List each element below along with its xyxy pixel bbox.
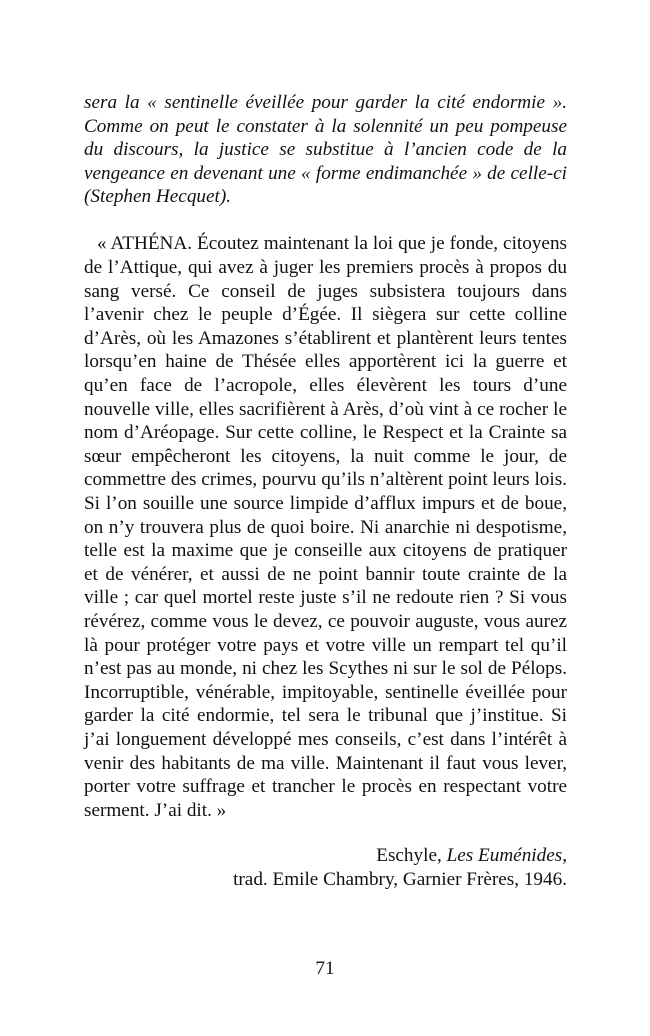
page-body bbox=[84, 91, 567, 892]
citation-source-line bbox=[84, 844, 567, 868]
athena-quote-paragraph: « ATHÉNA. Écoutez maintenant la loi que je fonde, citoyens de l’Attique, qui avez à juger les premiers procès à propos du sang versé. Ce conseil de juges subsistera toujours dans l’avenir chez le peuple d’Égée. Il siègera sur cette colline d’Arès, où les Amazones s’établirent et plantèrent leurs tentes lorsqu’en haine de Thésée elles apportèrent ici la guerre et qu’en face de l’acropole, elles élevèrent les tours d’une nouvelle ville, elles sacrifièrent à Arès, d’où vint à ce rocher le nom d’Aréopage. Sur cette colline, le Respect et la Crainte sa sœur empêcheront les citoyens, la nuit comme le jour, de commettre des crimes, pourvu qu’ils n’altèrent point leurs lois. Si l’on souille une source limpide d’afflux impurs et de boue, on n’y trouvera plus de quoi boire. Ni anarchie ni despotisme, telle est la maxime que je conseille aux citoyens de pratiquer et de vénérer, et aussi de ne point bannir toute crainte de la ville ; car quel mortel reste juste s’il ne redoute rien ? Si vous révérez, comme vous le devez, ce pouvoir auguste, vous aurez là pour protéger votre pays et votre ville un rempart tel qu’il n’est pas au monde, ni chez les Scythes ni sur le sol de Pélops. Incorruptible, vénérable, impitoyable, sentinelle éveillée pour garder la cité endormie, tel sera le tribunal que j’institue. Si j’ai longuement développé mes conseils, c’est dans l’intérêt à venir des habitants de ma ville. Maintenant il faut vous lever, porter votre suffrage et trancher le procès en respectant votre serment. J’ai dit. » bbox=[84, 233, 567, 821]
citation-translation: trad. Emile Chambry, Garnier Frères, 1946. bbox=[233, 868, 567, 890]
intro-paragraph: sera la « sentinelle éveillée pour garder la cité endormie ». Comme on peut le constater à la solennité un peu pompeuse du discours, la justice se substitue à l’ancien code de la vengeance en devenant une « forme endimanchée » de celle-ci (Stephen Hecquet). bbox=[84, 92, 567, 208]
page-number: 71 bbox=[315, 958, 335, 979]
citation-author: Eschyle, bbox=[376, 845, 447, 867]
citation-punctuation: , bbox=[562, 845, 567, 867]
citation-work-title: Les Euménides bbox=[446, 845, 563, 867]
citation bbox=[84, 844, 567, 891]
